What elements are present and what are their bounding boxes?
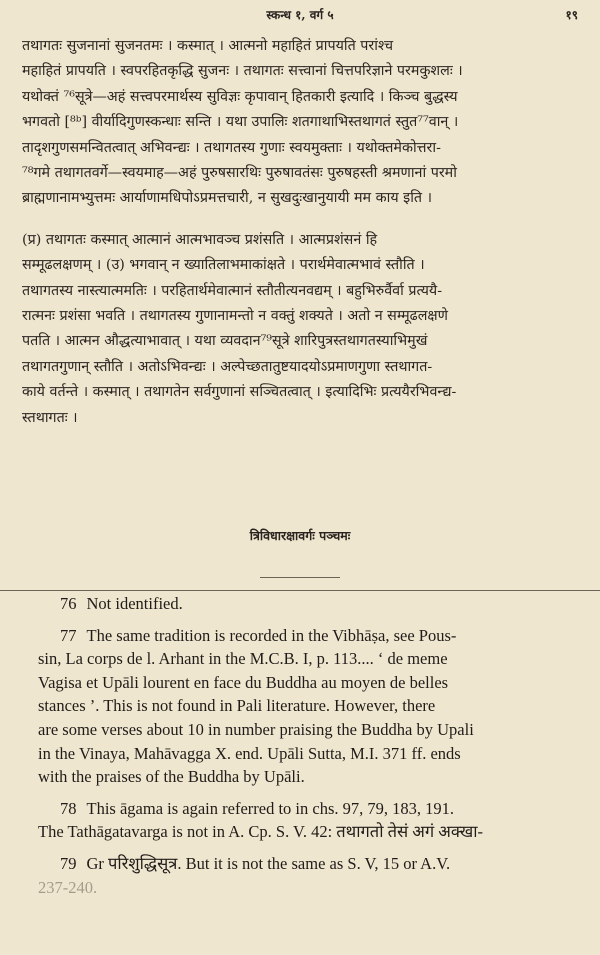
text-line: ब्राह्मणानामभ्युत्तमः आर्याणामधिपोऽप्रमत्तचारी, न सुखदुःखानुयायी मम काय इति । xyxy=(22,190,433,207)
footnote-line: 76 Not identified. xyxy=(60,594,183,613)
text-line: तथागतः सुजनानां सुजनतमः । कस्मात् । आत्मनो महाहितं प्रापयति परांश्च xyxy=(22,38,394,54)
running-head: स्कन्ध १, वर्ग ५ xyxy=(266,8,334,22)
footnote-number: 79 xyxy=(60,853,77,873)
footnote-line: are some verses about 10 in number praising the Buddha by Upali xyxy=(38,719,474,739)
footnote-line: 79 Gr परिशुद्धिसूत्र. But it is not the same as S. V, 15 or A.V. xyxy=(60,853,451,873)
text-line: काये वर्तन्ते । कस्मात् । तथागतेन सर्वगुणानां सञ्चितत्वात् । इत्यादिभिः प्रत्ययैरभिवन्द्य- xyxy=(22,384,457,401)
footnote-77 xyxy=(38,624,586,789)
text-line: (प्र) तथागतः कस्मात् आत्मानं आत्मभावञ्च प्रशंसति । आत्मप्रशंसनं हि xyxy=(22,231,378,248)
text-line: पतति । आत्मन औद्धत्याभावात् । यथा व्यवदान⁷⁹सूत्रे शारिपुत्रस्तथागतस्याभिमुखं xyxy=(22,333,428,350)
text-line: स्तथागतः । xyxy=(22,409,78,426)
paragraph-2 xyxy=(22,228,578,431)
text-line: सम्मूढलक्षणम् । (उ) भगवान् न ख्यातिलाभमाकांक्षते । परार्थमेवात्मभावं स्तौति । xyxy=(22,257,425,274)
text-line: यथोक्तं ⁷⁶सूत्रे—अहं सत्त्वपरमार्थस्य सुविज्ञः कृपावान् हितकारी इत्यादि । किञ्च बुद्धस्य xyxy=(22,88,458,105)
text-line: ⁷⁸गमे तथागतवर्गे—स्वयमाह—अहं पुरुषसारथिः पुरुषावतंसः पुरुषहस्ती श्रमणानां परमो xyxy=(22,165,457,182)
footnote-79 xyxy=(38,852,586,899)
text-line: रात्मनः प्रशंसा भवति । तथागतस्य गुणानामन्तो न वक्तुं शक्यते । अतो न सम्मूढलक्षणे xyxy=(22,308,448,325)
footnote-line: The Tathāgatavarga is not in A. Cp. S. V. 42: तथागतो तेसं अगं अक्खा- xyxy=(38,822,484,842)
footnote-line: 77 The same tradition is recorded in the Vibhāṣa, see Pous- xyxy=(60,625,457,645)
footnote-line: with the praises of the Buddha by Upāli. xyxy=(38,767,305,787)
footnote-line: 237-240. xyxy=(38,877,98,897)
page-header xyxy=(0,4,600,26)
footnote-number: 77 xyxy=(60,625,77,645)
text-line: तथागतगुणान् स्तौति । अतोऽभिवन्द्यः । अल्पेच्छतातुष्टयादयोऽप्रमाणगुणा स्तथागत- xyxy=(22,358,433,375)
sanskrit-body xyxy=(22,34,578,431)
paragraph-1 xyxy=(22,34,578,212)
footnote-number: 76 xyxy=(60,594,77,613)
footnote-line: stances ’. This is not found in Pali literature. However, there xyxy=(38,696,436,716)
text-line: तथागतस्य नास्त्यात्ममतिः । परहितार्थमेवात्मानं स्तौतीत्यनवद्यम् । बहुभिरुर्वैर्वा प्रत्ययै- xyxy=(22,282,443,299)
footnote-divider xyxy=(0,590,600,591)
footnote-line: sin, La corps de l. Arhant in the M.C.B. I, p. 113.... ‘ de meme xyxy=(38,649,448,669)
page-number: १९ xyxy=(565,8,578,22)
footnote-line: 78 This āgama is again referred to in chs. 97, 79, 183, 191. xyxy=(60,798,454,818)
footnote-line: in the Vinaya, Mahāvagga X. end. Upāli Sutta, M.I. 371 ff. ends xyxy=(38,743,461,763)
footnote-number: 78 xyxy=(60,798,77,818)
footnote-76 xyxy=(38,592,586,616)
text-line: महाहितं प्रापयति । स्वपरहितकृद्धि सुजनः । तथागतः सत्त्वानां चित्तपरिज्ञाने परमकुशलः । xyxy=(22,63,463,80)
text-line: तादृशगुणसमन्वितत्वात् अभिवन्द्यः । तथागतस्य गुणाः स्वयमुक्ताः । यथोक्तमेकोत्तरा- xyxy=(22,139,441,156)
section-title: त्रिविधारक्षावर्गः पञ्चमः xyxy=(249,528,351,543)
footnotes xyxy=(38,592,586,907)
footnote-78 xyxy=(38,797,586,844)
short-divider xyxy=(260,577,340,578)
text-line: भगवतो [⁸ᵇ] वीर्यादिगुणस्कन्धाः सन्ति । यथा उपालिः शतगाथाभिस्तथागतं स्तुत⁷⁷वान् । xyxy=(22,114,459,131)
footnote-line: Vagisa et Upāli lourent en face du Buddha au moyen de belles xyxy=(38,672,449,692)
